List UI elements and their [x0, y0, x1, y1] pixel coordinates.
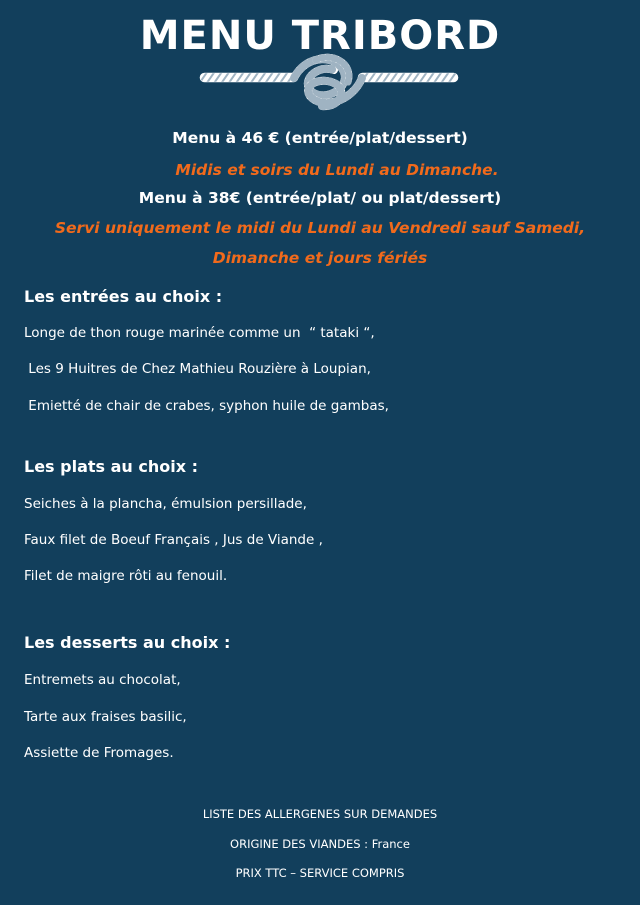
plat-item: Filet de maigre rôti au fenouil. — [24, 568, 228, 584]
entree-item: Emietté de chair de crabes, syphon huile de gambas, — [24, 398, 389, 414]
plats-title: Les plats au choix : — [24, 457, 199, 476]
dessert-item: Tarte aux fraises basilic, — [24, 709, 187, 725]
dessert-item: Assiette de Fromages. — [24, 745, 174, 761]
dessert-item: Entremets au chocolat, — [24, 672, 181, 688]
desserts-title: Les desserts au choix : — [24, 633, 231, 652]
plat-item: Seiches à la plancha, émulsion persillade, — [24, 496, 307, 512]
menu-46-label: Menu à 46 € (entrée/plat/dessert) — [172, 129, 468, 147]
menu-38-schedule: Servi uniquement le midi du Lundi au Vendredi sauf Samedi, Dimanche et jours fériés — [54, 219, 586, 267]
menu-38-label: Menu à 38€ (entrée/plat/ ou plat/dessert) — [138, 189, 502, 207]
allergens-note: LISTE DES ALLERGENES SUR DEMANDES — [202, 807, 438, 821]
entrees-title: Les entrées au choix : — [24, 287, 223, 306]
price-note: PRIX TTC – SERVICE COMPRIS — [235, 866, 405, 880]
meat-origin-note: ORIGINE DES VIANDES : France — [230, 837, 410, 851]
plat-item: Faux filet de Boeuf Français , Jus de Viande , — [24, 532, 323, 548]
entree-item: Les 9 Huitres de Chez Mathieu Rouzière à Loupian, — [24, 361, 371, 377]
menu-46-schedule: Midis et soirs du Lundi au Dimanche. — [175, 161, 499, 179]
rope-knot-icon — [198, 52, 460, 114]
menu-title: MENU TRIBORD — [139, 13, 501, 59]
entree-item: Longe de thon rouge marinée comme un “ tataki “, — [24, 325, 375, 341]
